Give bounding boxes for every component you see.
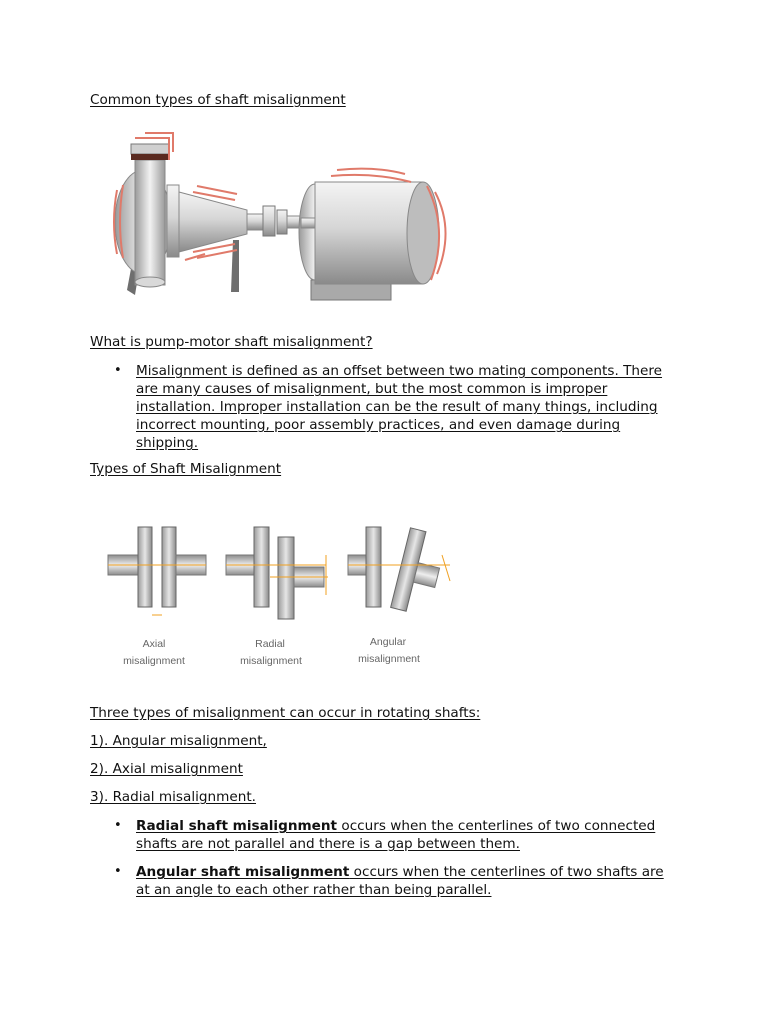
bullet-marker: • xyxy=(114,363,122,378)
radial-label-2: misalignment xyxy=(240,655,302,667)
bullet-marker: • xyxy=(114,818,122,833)
radial-description: occurs when the centerlines of two connected shafts are not parallel and there is a gap between them. xyxy=(136,818,656,852)
pump-motor-illustration xyxy=(105,130,450,320)
axial-label-1: Axial xyxy=(142,638,166,650)
angular-label-2: misalignment xyxy=(358,653,420,665)
angular-term: Angular shaft misalignment xyxy=(136,864,350,880)
angular-description: occurs when the centerlines of two shafts are at an angle to each other rather than being parallel. xyxy=(136,864,664,898)
bullet-marker: • xyxy=(114,864,122,879)
list-item-radial: 3). Radial misalignment. xyxy=(90,789,257,805)
axial-label-2: misalignment xyxy=(123,655,185,667)
intro-text: Three types of misalignment can occur in rotating shafts: xyxy=(90,705,481,721)
list-item-axial: 2). Axial misalignment xyxy=(90,761,243,777)
radial-bullet xyxy=(136,817,681,853)
definition-bullet: Misalignment is defined as an offset between two mating components. There are many causes of misalignment, but the most common is improper installation. Improper installation can be the result of many things, including incorrect mounting, poor assembly practices, and even damage during shipping. xyxy=(136,363,663,451)
misalignment-types-illustration xyxy=(100,515,460,675)
angular-label-1: Angular xyxy=(369,636,407,648)
question-title: What is pump-motor shaft misalignment? xyxy=(90,334,373,350)
list-item-angular: 1). Angular misalignment, xyxy=(90,733,267,749)
types-title: Types of Shaft Misalignment xyxy=(90,461,282,477)
angular-diagram xyxy=(348,527,450,617)
axial-diagram xyxy=(108,527,206,615)
page-heading: Common types of shaft misalignment xyxy=(90,92,346,108)
radial-diagram xyxy=(226,527,328,619)
angular-bullet xyxy=(136,863,681,899)
radial-term: Radial shaft misalignment xyxy=(136,818,338,834)
radial-label-1: Radial xyxy=(255,638,285,650)
